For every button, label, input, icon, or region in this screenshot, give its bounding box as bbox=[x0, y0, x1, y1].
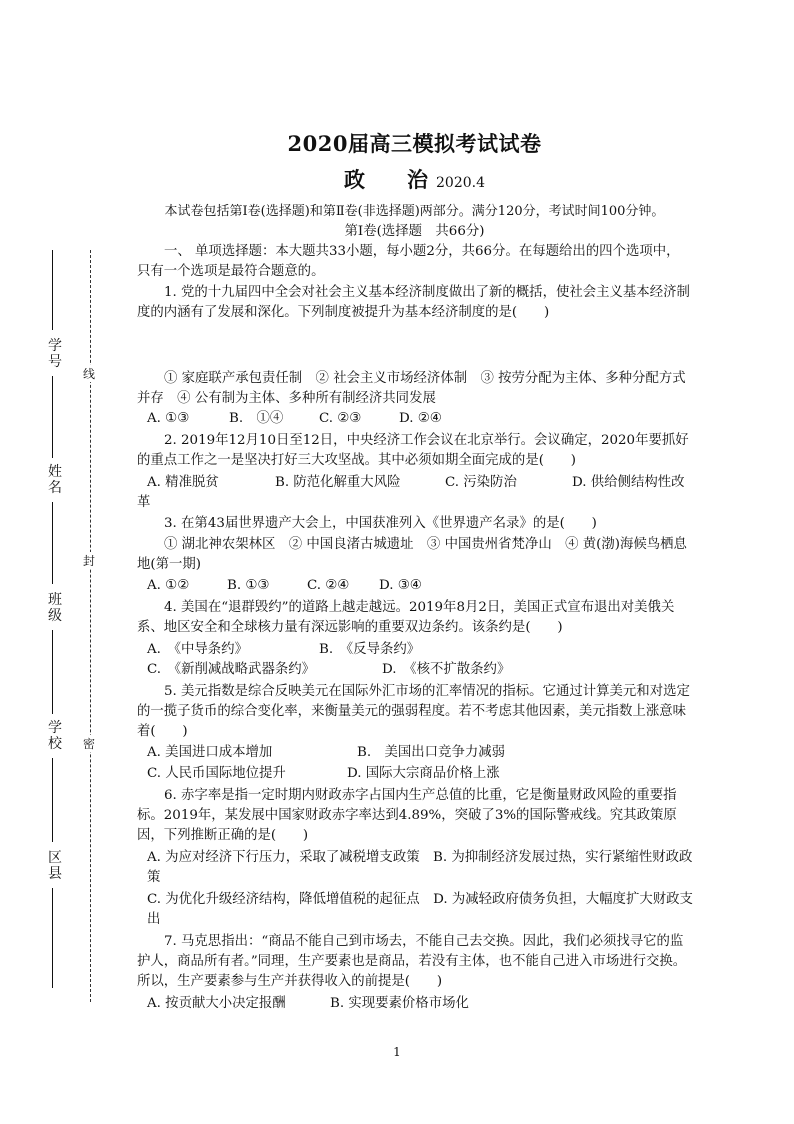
part1-heading: 第Ⅰ卷(选择题 共66分) bbox=[344, 224, 485, 239]
page-number: 1 bbox=[393, 1045, 401, 1059]
option: D. 《核不扩散条约》 bbox=[382, 662, 511, 677]
margin-line bbox=[52, 376, 53, 458]
margin-line bbox=[52, 758, 53, 842]
option: A. 美国进口成本增加 bbox=[147, 745, 273, 760]
option: B. 防范化解重大风险 bbox=[275, 475, 401, 490]
section1-instructions: 一、 单项选择题：本大题共33小题，每小题2分，共66分。在每题给出的四个选项中，只有一个选项是最符合题意的。 bbox=[137, 244, 680, 279]
seal-cut-line bbox=[90, 250, 91, 1002]
exam-title: 2020届高三模拟考试试卷 bbox=[287, 131, 542, 156]
margin-label-class: 班级 bbox=[48, 592, 62, 624]
question-2-options bbox=[137, 473, 692, 513]
option: A. 《中导条约》 bbox=[147, 642, 248, 657]
question-4-stem: 4. 美国在“退群毁约”的道路上越走越远。2019年8月2日，美国正式宣布退出对美俄关系、地区安全和全球核力量有深远影响的重要双边条约。该条约是( ) bbox=[137, 600, 675, 635]
question-3-stem: 3. 在第43届世界遗产大会上，中国获准列入《世界遗产名录》的是( ) bbox=[164, 516, 597, 531]
seal-char-seal: 封 bbox=[82, 554, 95, 568]
question-5-options-row1 bbox=[137, 743, 702, 763]
seal-char-secret: 密 bbox=[82, 737, 95, 751]
option: D. 国际大宗商品价格上涨 bbox=[347, 766, 500, 781]
question-3-items: ① 湖北神农架林区 ② 中国良渚古城遗址 ③ 中国贵州省梵净山 ④ 黄(渤)海候鸟栖息地(第一期) bbox=[137, 537, 687, 572]
question-6-stem: 6. 赤字率是指一定时期内财政赤字占国内生产总值的比重，它是衡量财政风险的重要指标。2019年，某发展中国家财政赤字率达到4.89%，突破了3%的国际警戒线。究其政策原因，下列推断正确的是( ) bbox=[137, 788, 677, 843]
margin-label-name: 姓名 bbox=[48, 464, 62, 496]
exam-date: 2020.4 bbox=[436, 175, 485, 191]
option: B. 《反导条约》 bbox=[319, 642, 421, 657]
question-7-options bbox=[137, 994, 702, 1014]
option: A. 按贡献大小决定报酬 bbox=[147, 996, 286, 1011]
margin-label-student-id: 学号 bbox=[48, 338, 62, 370]
question-3-options bbox=[137, 576, 702, 596]
option: D. ③④ bbox=[379, 578, 422, 593]
option: B. 美国出口竞争力减弱 bbox=[357, 745, 506, 760]
option: D. 为减轻政府债务负担，大幅度扩大财政支出 bbox=[147, 892, 693, 927]
option: A. 精准脱贫 bbox=[147, 475, 219, 490]
question-2-stem: 2. 2019年12月10日至12日，中央经济工作会议在北京举行。会议确定，2020年要抓好的重点工作之一是坚决打好三大攻坚战。其中必须如期全面完成的是( ) bbox=[137, 433, 689, 468]
question-5-stem: 5. 美元指数是综合反映美元在国际外汇市场的汇率情况的指标。它通过计算美元和对选定的一揽子货币的综合变化率，来衡量美元的强弱程度。若不考虑其他因素，美元指数上涨意味着( ) bbox=[137, 684, 690, 739]
option: D. 供给侧结构性改革 bbox=[137, 475, 685, 510]
margin-line bbox=[52, 502, 53, 584]
margin-line bbox=[52, 250, 53, 330]
option: C. ②④ bbox=[307, 578, 350, 593]
option: C. 污染防治 bbox=[445, 475, 517, 490]
option: C. 人民币国际地位提升 bbox=[147, 766, 286, 781]
question-7-stem: 7. 马克思指出：“商品不能自己到市场去，不能自己去交换。因此，我们必须找寻它的监护人，商品所有者。”同理，生产要素也是商品，若没有主体，也不能自己进入市场进行交换。所以，生产要素参与生产并获得收入的前提是( ) bbox=[137, 934, 687, 989]
option: C. 《新削减战略武器条约》 bbox=[147, 662, 316, 677]
question-5-options-row2 bbox=[137, 764, 702, 784]
option: D. ②④ bbox=[399, 411, 442, 426]
question-4-options-row2 bbox=[137, 660, 702, 680]
exam-intro: 本试卷包括第Ⅰ卷(选择题)和第Ⅱ卷(非选择题)两部分。满分120分，考试时间100分钟。 bbox=[164, 204, 665, 219]
question-4-options-row1 bbox=[137, 640, 702, 660]
margin-line bbox=[52, 888, 53, 988]
option: A. ①③ bbox=[147, 411, 190, 426]
question-6-option-ab bbox=[137, 848, 702, 888]
seal-char-line: 线 bbox=[82, 367, 95, 381]
option: A. 为应对经济下行压力，采取了减税增支政策 bbox=[147, 850, 420, 865]
subject-name: 政 治 bbox=[344, 167, 428, 192]
question-1-stem: 1. 党的十九届四中全会对社会主义基本经济制度做出了新的概括，使社会主义基本经济制度的内涵有了发展和深化。下列制度被提升为基本经济制度的是( ) bbox=[137, 285, 690, 320]
option: B. ①③ bbox=[227, 578, 270, 593]
option: B. 为抑制经济发展过热，实行紧缩性财政政策 bbox=[147, 850, 693, 885]
margin-line bbox=[52, 630, 53, 714]
question-6-option-cd bbox=[137, 890, 702, 930]
binding-margin bbox=[0, 0, 110, 1124]
option: A. ①② bbox=[147, 578, 190, 593]
option: B. 实现要素价格市场化 bbox=[330, 996, 469, 1011]
margin-label-district: 区县 bbox=[48, 850, 62, 882]
subject-line bbox=[137, 164, 692, 194]
option: C. ②③ bbox=[319, 411, 362, 426]
margin-label-school: 学校 bbox=[48, 720, 62, 752]
option: B. ①④ bbox=[229, 411, 284, 426]
question-1-items: ① 家庭联产承包责任制 ② 社会主义市场经济体制 ③ 按劳分配为主体、多种分配方式并存 ④ 公有制为主体、多种所有制经济共同发展 bbox=[137, 371, 686, 406]
question-1-options bbox=[137, 409, 702, 429]
option: C. 为优化升级经济结构，降低增值税的起征点 bbox=[147, 892, 420, 907]
